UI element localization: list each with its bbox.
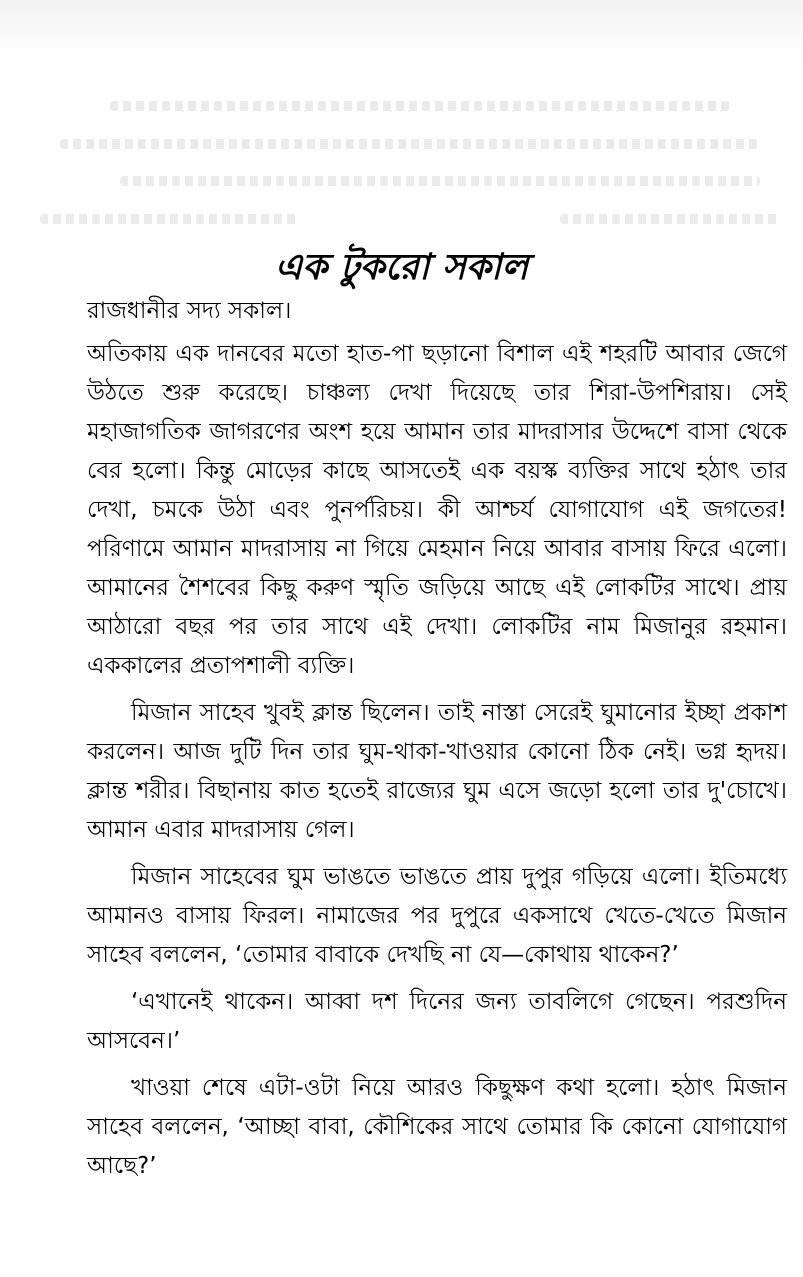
show-through-text xyxy=(120,176,760,186)
show-through-text xyxy=(560,214,780,224)
paragraph: অতিকায় এক দানবের মতো হাত-পা ছড়ানো বিশাল এই শহরটি আবার জেগে উঠতে শুরু করেছে। চাঞ্চল্য দেখা দিয়েছে তার শিরা-উপশিরায়। সেই মহাজাগতিক জাগরণের অংশ হয়ে আমান তার মাদরাসার উদ্দেশে বাসা থেকে বের হলো। কিন্তু মোড়ের কাছে আসতেই এক বয়স্ক ব্যক্তির সাথে হঠাৎ তার দেখা, চমকে উঠা এবং পুনর্পরিচয়। কী আশ্চর্য যোগাযোগ এই জগতের! পরিণামে আমান মাদরাসায় না গিয়ে মেহমান নিয়ে আবার বাসায় ফিরে এলো। আমানের শৈশবের কিছু করুণ স্মৃতি জড়িয়ে আছে এই লোকটির সাথে। প্রায় আঠারো বছর পর তার সাথে এই দেখা। লোকটির নাম মিজানুর রহমান। এককালের প্রতাপশালী ব্যক্তি। xyxy=(87,341,787,679)
page-fold-shadow xyxy=(0,0,803,60)
paragraph: ‘এখানেই থাকেন। আব্বা দশ দিনের জন্য তাবলিগে গেছেন। পরশুদিন আসবেন।’ xyxy=(87,989,787,1054)
chapter-title: এক টুকরো সকাল xyxy=(274,247,529,289)
show-through-text xyxy=(60,139,760,149)
paragraph: খাওয়া শেষে এটা-ওটা নিয়ে আরও কিছুক্ষণ কথা হলো। হঠাৎ মিজান সাহেব বললেন, ‘আচ্ছা বাবা, কৌশিকের সাথে তোমার কি কোনো যোগাযোগ আছে?’ xyxy=(87,1075,787,1179)
show-through-text xyxy=(40,214,300,224)
paragraph: মিজান সাহেব খুবই ক্লান্ত ছিলেন। তাই নাস্তা সেরেই ঘুমানোর ইচ্ছা প্রকাশ করলেন। আজ দুটি দিন তার ঘুম-থাকা-খাওয়ার কোনো ঠিক নেই। ভগ্ন হৃদয়। ক্লান্ত শরীর। বিছানায় কাত হতেই রাজ্যের ঘুম এসে জড়ো হলো তার দু'চোখে। আমান এবার মাদরাসায় গেল। xyxy=(87,700,787,843)
show-through-text xyxy=(110,101,730,111)
body-text xyxy=(87,292,787,1194)
paragraph: মিজান সাহেবের ঘুম ভাঙতে ভাঙতে প্রায় দুপুর গড়িয়ে এলো। ইতিমধ্যে আমানও বাসায় ফিরল। নামাজের পর দুপুরে একসাথে খেতে-খেতে মিজান সাহেব বললেন, ‘তোমার বাবাকে দেখছি না যে—কোথায় থাকেন?’ xyxy=(87,864,787,968)
paragraph: রাজধানীর সদ্য সকাল। xyxy=(87,298,292,324)
